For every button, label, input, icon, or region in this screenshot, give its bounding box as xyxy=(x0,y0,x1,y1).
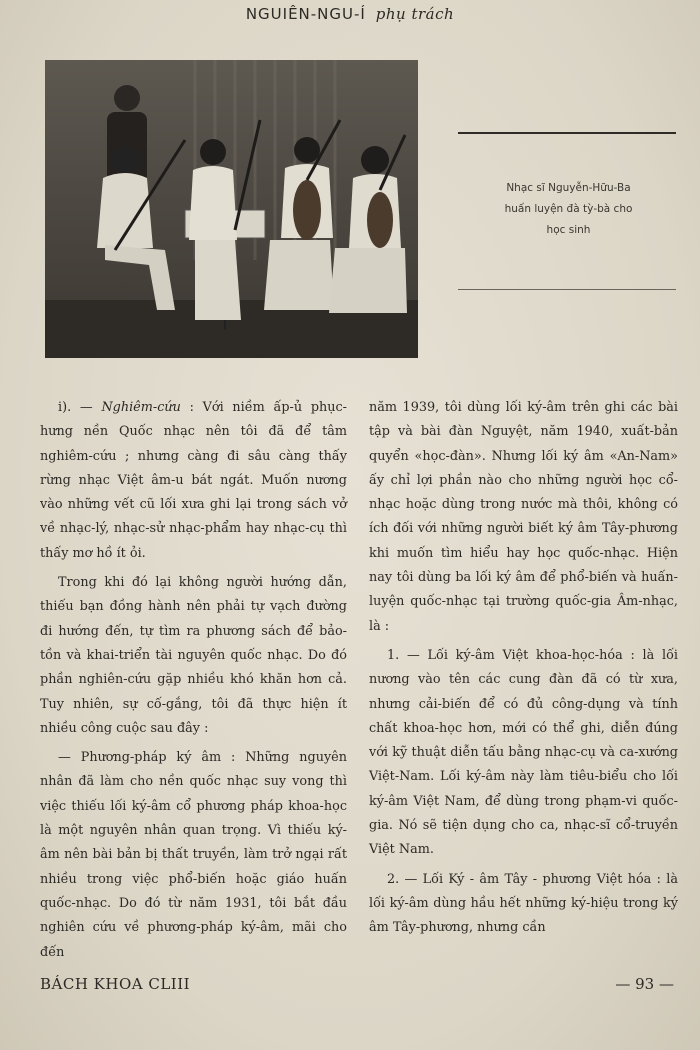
paragraph xyxy=(40,396,347,566)
caption-rule-bottom xyxy=(458,289,676,290)
caption-line: học sinh xyxy=(546,224,591,236)
photo-illustration xyxy=(45,60,418,358)
photo-caption xyxy=(476,178,661,241)
paragraph: Trong khi đó lại không người hướng dẫn, thiếu bạn đồng hành nên phải tự vạch đường đi hướng đến, tự tìm ra phương sách để bảo-tồn và khai-triển tài nguyên quốc nhạc. Do đó phần nghiên-cứu gặp nhiều khó khăn hơn cả. Tuy nhiên, sự cố-gắng, tôi đã thực hiện ít nhiều công cuộc sau đây : xyxy=(40,575,347,736)
section-term: Nghiêm-cứu xyxy=(101,400,181,415)
journal-name: BÁCH KHOA CLIII xyxy=(40,975,191,993)
page-header xyxy=(0,4,700,24)
photo-caption-box xyxy=(458,132,676,290)
musicians-photo xyxy=(45,60,418,358)
caption-line: huấn luyện đà tỳ-bà cho xyxy=(504,203,633,215)
caption-rule-top xyxy=(458,132,676,134)
paragraph: năm 1939, tôi dùng lối ký-âm trên ghi các bài tập và bài đàn Nguyệt, năm 1940, xuất-bản quyển «học-đàn». Nhưng lối ký âm «An-Nam» ấy chỉ lợi phần nào cho những người học cổ-nhạc hoặc dùng trong nước mà thôi, không có ích đối với những người biết ký âm Tây-phương khi muốn tìm hiểu hay học quốc-nhạc. Hiện nay tôi dùng ba lối ký âm để phổ-biến và huấn-luyện quốc-nhạc tại trường quốc-gia Âm-nhạc, là : xyxy=(369,400,678,634)
header-role: phụ trách xyxy=(375,5,455,23)
paragraph: — Phương-pháp ký âm : Những nguyên nhân đã làm cho nền quốc nhạc suy vong thì việc thiếu lối ký-âm cổ phương pháp khoa-học là một nguyên nhân quan trọng. Vì thiếu ký-âm nên bài bản bị thất truyền, làm trở ngại rất nhiều trong việc phổ-biến hoặc giáo huấn quốc-nhạc. Do đó từ năm 1931, tôi bắt đầu nghiên cứu về phương-pháp ký-âm, mãi cho đến xyxy=(40,750,347,960)
paragraph-text: : Với niềm ấp-ủ phục-hưng nền Quốc nhạc nên tôi đã để tâm nghiêm-cứu ; nhưng càng đi sâu càng thấy rừng nhạc Việt âm-u bát ngát. Muốn nương vào những vết cũ lối xưa ghi lại trong sách vở về nhạc-lý, nhạc-sử nhạc-phẩm hay nhạc-cụ thì thấy mơ hồ ít ỏi. xyxy=(40,400,347,561)
right-column xyxy=(369,396,678,941)
page-number: — 93 — xyxy=(615,975,674,993)
paragraph: 1. — Lối ký-âm Việt khoa-học-hóa : là lối nương vào tên các cung đàn đã có từ xưa, nhưng cải-biến để có đủ công-dụng và tính chất khoa-học hơn, mới có thể ghi, diễn đúng với kỹ thuật diễn tấu bằng nhạc-cụ và ca-xướng Việt-Nam. Lối ký-âm này làm tiêu-biểu cho lối ký-âm Việt Nam, để dùng trong phạm-vi quốc-gia. Nó sẽ tiện dụng cho ca, nhạc-sĩ cổ-truyền Việt Nam. xyxy=(369,647,678,858)
caption-line: Nhạc sĩ Nguyễn-Hữu-Ba xyxy=(506,182,631,194)
left-column xyxy=(40,396,347,965)
paragraph: 2. — Lối Ký - âm Tây - phương Việt hóa : là lối ký-âm dùng hầu hết những ký-hiệu trong ký âm Tây-phương, nhưng cần xyxy=(369,871,678,936)
header-name: NGUIÊN-NGU-Í xyxy=(245,5,366,23)
section-number: i). — xyxy=(58,400,102,415)
